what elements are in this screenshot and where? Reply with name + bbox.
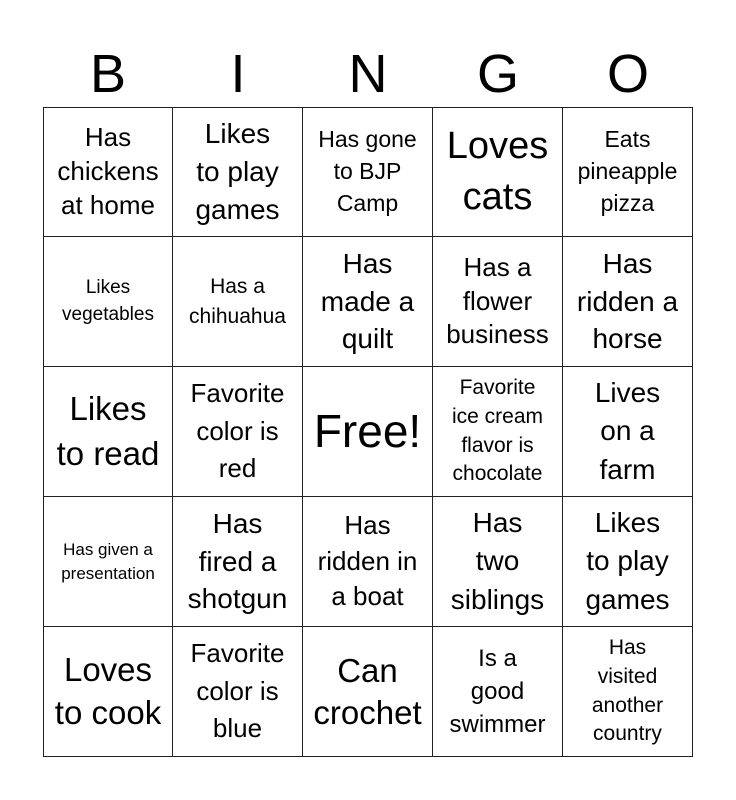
bingo-cell[interactable]: Likes to play games [563,497,693,627]
bingo-cell[interactable]: Likes to read [43,367,173,497]
bingo-cell[interactable]: Has given a presentation [43,497,173,627]
bingo-cell[interactable]: Is a good swimmer [433,627,563,757]
bingo-cell[interactable]: Loves cats [433,107,563,237]
header-letter-i: I [230,44,246,104]
bingo-cell[interactable]: Has two siblings [433,497,563,627]
bingo-cell[interactable]: Lives on a farm [563,367,693,497]
bingo-cell[interactable]: Has a flower business [433,237,563,367]
bingo-cell[interactable]: Has gone to BJP Camp [303,107,433,237]
bingo-cell[interactable]: Favorite color is blue [173,627,303,757]
header-letter-o: O [606,44,649,104]
bingo-cell[interactable]: Free! [303,367,433,497]
bingo-cell[interactable]: Has chickens at home [43,107,173,237]
bingo-cell[interactable]: Favorite ice cream flavor is chocolate [433,367,563,497]
bingo-cell[interactable]: Can crochet [303,627,433,757]
bingo-cell[interactable]: Has ridden in a boat [303,497,433,627]
bingo-cell[interactable]: Favorite color is red [173,367,303,497]
bingo-cell[interactable]: Eats pineapple pizza [563,107,693,237]
header-letter-g: G [476,44,519,104]
bingo-cell[interactable]: Likes vegetables [43,237,173,367]
bingo-cell[interactable]: Has a chihuahua [173,237,303,367]
bingo-grid [43,107,693,757]
bingo-cell[interactable]: Has made a quilt [303,237,433,367]
bingo-header [43,40,693,108]
bingo-cell[interactable]: Loves to cook [43,627,173,757]
header-letter-b: B [89,44,127,104]
bingo-cell[interactable]: Has ridden a horse [563,237,693,367]
bingo-cell[interactable]: Has visited another country [563,627,693,757]
header-letter-n: N [348,44,388,104]
bingo-cell[interactable]: Has fired a shotgun [173,497,303,627]
bingo-cell[interactable]: Likes to play games [173,107,303,237]
